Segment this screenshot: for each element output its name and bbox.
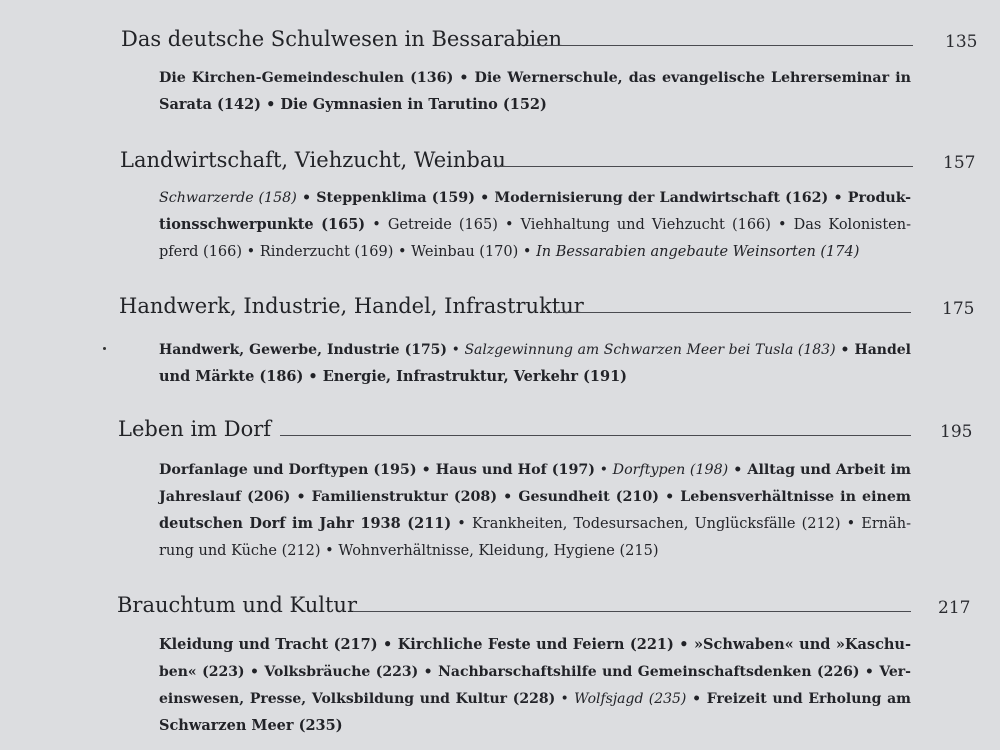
subentry-text-run: einswesen, Presse, Volksbildung und Kultur (228)	[159, 691, 556, 707]
leader-line	[494, 166, 913, 167]
leader-line	[525, 45, 913, 46]
subentry-line	[159, 240, 911, 264]
subentry-text-run: Steppenklima (159) • Modernisierung der Landwirtschaft (162) • Produk-	[316, 190, 912, 206]
leader-line	[553, 312, 911, 313]
toc-section-handwerk	[0, 291, 1000, 385]
subentry-line	[159, 186, 911, 210]
subentry-text-run: • Getreide (165) • Viehhaltung und Viehzucht (166) • Das Kolonisten-	[365, 217, 911, 233]
subentry-text-run: •	[595, 462, 613, 478]
section-page-number: 217	[938, 598, 971, 618]
section-page-number: 195	[940, 422, 973, 442]
leader-line	[280, 435, 911, 436]
section-title: Das deutsche Schulwesen in Bessarabien	[121, 27, 563, 51]
subentry-text-run: Wolfsjagd (235)	[574, 691, 687, 707]
subentry-text-run: • Freizeit und Erholung am	[686, 691, 911, 707]
subentry-text-run: Schwarzen Meer (235)	[159, 717, 343, 734]
subentry-text-run: deutschen Dorf im Jahr 1938 (211)	[159, 515, 452, 532]
subentry-text-run: Handwerk, Gewerbe, Industrie (175)	[159, 342, 448, 358]
toc-section-schulwesen	[0, 24, 1000, 113]
toc-section-landwirtschaft	[0, 145, 1000, 260]
section-title: Leben im Dorf	[118, 417, 272, 441]
subentry-line	[159, 338, 911, 362]
subentry-line	[159, 633, 911, 657]
subentry-text-run: •	[555, 691, 575, 707]
toc-section-leben-im-dorf	[0, 414, 1000, 559]
subentry-text-run: Die Kirchen-Gemeindeschulen (136) • Die Wernerschule, das evangelische Lehrerseminar in	[159, 70, 911, 86]
subentry-line	[159, 485, 911, 509]
subentry-text-run: Kleidung und Tracht (217) • Kirchliche Feste und Feiern (221) • »Schwaben« und »Kaschu-	[159, 636, 911, 653]
section-title: Landwirtschaft, Viehzucht, Weinbau	[120, 148, 506, 172]
subentry-line	[159, 512, 911, 536]
subentry-line	[159, 714, 911, 738]
subentry-text-run: • Alltag und Arbeit im	[728, 462, 911, 478]
subentry-text-run: Jahreslauf (206) • Familienstruktur (208) • Gesundheit (210) • Lebensverhältnisse in einem	[159, 489, 911, 505]
subentry-text-run: •	[447, 342, 465, 358]
section-title: Handwerk, Industrie, Handel, Infrastruktur	[119, 294, 584, 318]
subentry-text-run: rung und Küche (212) • Wohnverhältnisse, Kleidung, Hygiene (215)	[159, 543, 659, 559]
subentry-line	[159, 539, 911, 563]
subentry-line	[159, 365, 911, 389]
subentry-text-run: In Bessarabien angebaute Weinsorten (174)	[536, 244, 860, 260]
subentry-text-run: tionsschwerpunkte (165)	[159, 216, 366, 233]
subentry-line	[159, 93, 911, 117]
subentry-line	[159, 213, 911, 237]
subentry-line	[159, 66, 911, 90]
margin-speck	[103, 347, 106, 350]
leader-line	[353, 611, 911, 612]
section-title: Brauchtum und Kultur	[117, 593, 357, 617]
subentry-text-run: und Märkte (186) • Energie, Infrastruktur, Verkehr (191)	[159, 368, 628, 385]
subentry-text-run: Salzgewinnung am Schwarzen Meer bei Tusla (183)	[464, 342, 836, 358]
subentry-text-run: ben« (223) • Volksbräuche (223) • Nachbarschaftshilfe und Gemeinschaftsdenken (226) • Ver-	[159, 664, 911, 680]
subentry-line	[159, 660, 911, 684]
subentry-text-run: •	[296, 190, 317, 206]
section-page-number: 175	[942, 299, 975, 319]
subentry-text-run: Dorftypen (198)	[612, 462, 729, 478]
toc-section-brauchtum	[0, 590, 1000, 734]
subentry-text-run: Dorfanlage und Dorftypen (195) • Haus und Hof (197)	[159, 462, 596, 478]
subentry-text-run: pferd (166) • Rinderzucht (169) • Weinbau (170) •	[159, 244, 537, 260]
subentry-text-run: • Krankheiten, Todesursachen, Unglücksfälle (212) • Ernäh-	[451, 516, 911, 532]
subentry-text-run: Schwarzerde (158)	[159, 190, 297, 206]
subentry-text-run: Sarata (142) • Die Gymnasien in Tarutino (152)	[159, 96, 547, 113]
subentry-line	[159, 687, 911, 711]
subentry-text-run: • Handel	[835, 342, 911, 358]
subentry-line	[159, 458, 911, 482]
section-page-number: 135	[945, 32, 978, 52]
section-page-number: 157	[943, 153, 976, 173]
